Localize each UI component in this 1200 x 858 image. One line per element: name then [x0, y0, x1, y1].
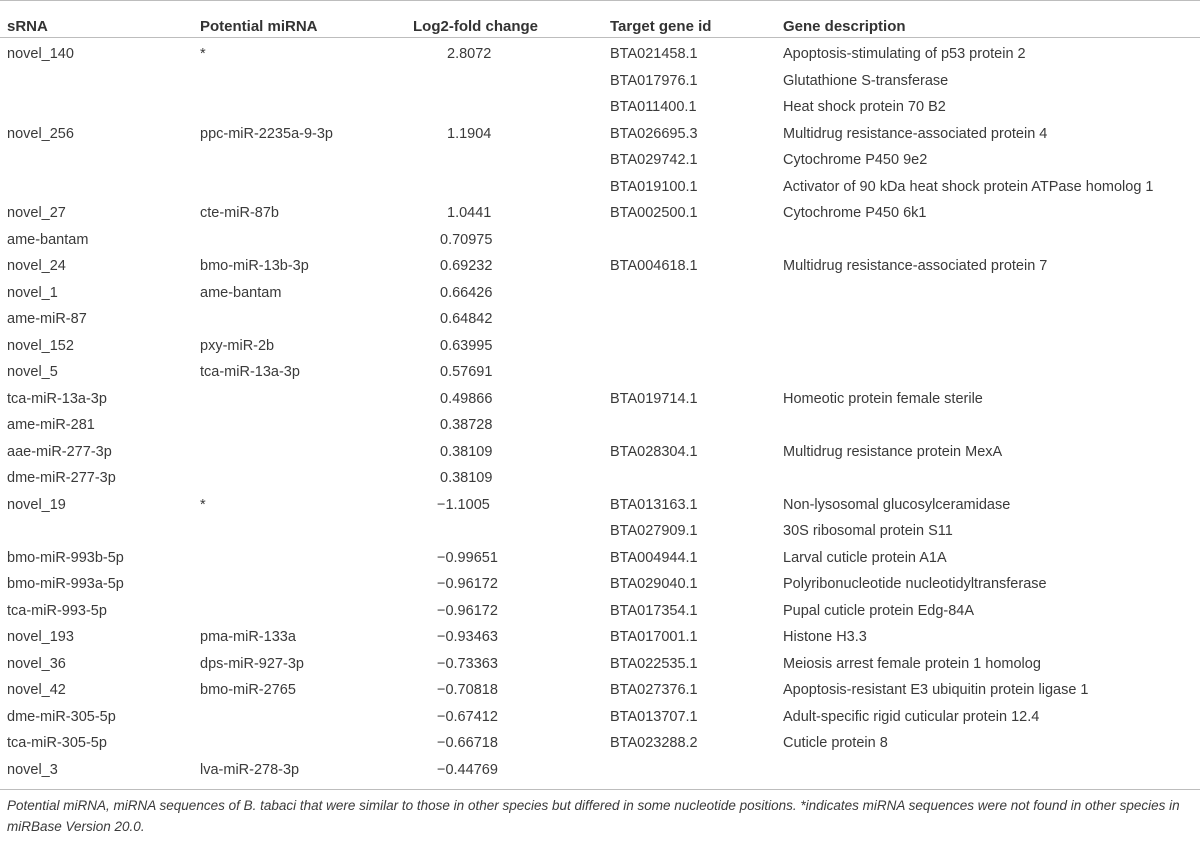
cell-potential-mirna: ppc-miR-2235a-9-3p	[200, 125, 333, 142]
cell-log2-fold-change: 0.63995	[440, 337, 493, 354]
cell-srna: novel_256	[7, 125, 74, 142]
cell-target-gene-id: BTA027376.1	[610, 682, 698, 698]
cell-target-gene-id: BTA011400.1	[610, 99, 697, 115]
cell-log2-fold-change: 1.1904	[447, 125, 492, 142]
table-row	[0, 280, 1200, 307]
cell-srna: tca-miR-305-5p	[7, 735, 107, 751]
cell-gene-description: Apoptosis-stimulating of p53 protein 2	[783, 46, 1026, 62]
cell-srna: tca-miR-993-5p	[7, 602, 107, 619]
cell-potential-mirna: *	[200, 496, 206, 513]
table-row	[0, 41, 1200, 68]
cell-potential-mirna: bmo-miR-13b-3p	[200, 258, 309, 274]
cell-gene-description: Cytochrome P450 6k1	[783, 205, 927, 221]
cell-srna: novel_27	[7, 205, 66, 221]
table-row	[0, 545, 1200, 572]
cell-target-gene-id: BTA004618.1	[610, 258, 698, 274]
cell-target-gene-id: BTA027909.1	[610, 523, 698, 539]
cell-gene-description: Histone H3.3	[783, 629, 867, 645]
cell-potential-mirna: pxy-miR-2b	[200, 337, 275, 354]
cell-target-gene-id: BTA004944.1	[610, 549, 698, 566]
cell-gene-description: Glutathione S-transferase	[783, 72, 949, 89]
table-row	[0, 200, 1200, 227]
cell-gene-description: Cytochrome P450 9e2	[783, 152, 928, 168]
cell-gene-description: Multidrug resistance protein MexA	[783, 443, 1003, 460]
cell-srna: novel_5	[7, 364, 58, 380]
cell-gene-description: Larval cuticle protein A1A	[783, 549, 947, 566]
cell-target-gene-id: BTA002500.1	[610, 205, 698, 221]
cell-log2-fold-change: 0.70975	[440, 231, 493, 248]
cell-potential-mirna: *	[200, 46, 206, 62]
cell-potential-mirna: lva-miR-278-3p	[200, 761, 300, 778]
cell-gene-description: Apoptosis-resistant E3 ubiquitin protein ligase 1	[783, 682, 1089, 698]
table-row	[0, 94, 1200, 121]
cell-target-gene-id: BTA023288.2	[610, 735, 698, 751]
cell-log2-fold-change: −0.96172	[437, 602, 498, 619]
cell-gene-description: 30S ribosomal protein S11	[783, 523, 953, 539]
table-row	[0, 333, 1200, 360]
table-row	[0, 465, 1200, 492]
cell-target-gene-id: BTA019100.1	[610, 178, 698, 195]
cell-target-gene-id: BTA017976.1	[610, 72, 698, 89]
cell-target-gene-id: BTA019714.1	[610, 390, 698, 407]
cell-srna: novel_193	[7, 629, 74, 645]
table-row	[0, 68, 1200, 95]
header-log2-fold-change: Log2-fold change	[413, 18, 538, 35]
table-footnote: Potential miRNA, miRNA sequences of B. tabaci that were similar to those in other species but differed in some nucleotide positions. *indicates miRNA sequences were not found in other species in miRBase Version 20.0.	[7, 798, 1180, 834]
table-row	[0, 492, 1200, 519]
cell-log2-fold-change: −1.1005	[437, 496, 490, 513]
table-row	[0, 704, 1200, 731]
cell-gene-description: Multidrug resistance-associated protein 7	[783, 258, 1048, 274]
table-row	[0, 174, 1200, 201]
cell-srna: ame-miR-281	[7, 417, 95, 433]
table-row	[0, 518, 1200, 545]
table-row	[0, 412, 1200, 439]
cell-gene-description: Pupal cuticle protein Edg-84A	[783, 602, 975, 619]
table-header-row	[0, 0, 1200, 38]
cell-potential-mirna: ame-bantam	[200, 284, 282, 301]
table-row	[0, 386, 1200, 413]
cell-target-gene-id: BTA021458.1	[610, 46, 698, 62]
cell-log2-fold-change: 0.38728	[440, 417, 493, 433]
header-target-gene-id: Target gene id	[610, 18, 712, 35]
cell-target-gene-id: BTA029040.1	[610, 576, 698, 592]
cell-gene-description: Heat shock protein 70 B2	[783, 99, 946, 115]
cell-gene-description: Cuticle protein 8	[783, 735, 888, 751]
cell-log2-fold-change	[400, 518, 597, 545]
cell-srna: ame-bantam	[7, 231, 89, 248]
cell-potential-mirna: tca-miR-13a-3p	[200, 364, 300, 380]
cell-log2-fold-change: −0.67412	[437, 708, 498, 725]
cell-log2-fold-change	[400, 174, 597, 201]
cell-log2-fold-change: −0.73363	[437, 655, 498, 672]
cell-potential-mirna: bmo-miR-2765	[200, 682, 296, 698]
cell-log2-fold-change: −0.44769	[437, 761, 498, 778]
cell-log2-fold-change: 0.38109	[440, 443, 493, 460]
cell-srna: novel_42	[7, 682, 66, 698]
table-row	[0, 730, 1200, 757]
cell-log2-fold-change: 0.57691	[440, 364, 493, 380]
cell-log2-fold-change: −0.99651	[437, 549, 498, 566]
cell-srna: novel_24	[7, 258, 66, 274]
header-gene-description: Gene description	[783, 18, 906, 35]
cell-target-gene-id: BTA017354.1	[610, 602, 698, 619]
cell-log2-fold-change: 0.38109	[440, 470, 493, 486]
cell-log2-fold-change: 0.64842	[440, 311, 493, 327]
table-row	[0, 147, 1200, 174]
cell-target-gene-id: BTA022535.1	[610, 655, 698, 672]
table-row	[0, 677, 1200, 704]
cell-gene-description: Non-lysosomal glucosylceramidase	[783, 496, 1011, 513]
table-row	[0, 439, 1200, 466]
cell-log2-fold-change: −0.66718	[437, 735, 498, 751]
cell-srna: bmo-miR-993a-5p	[7, 576, 124, 592]
table-row	[0, 598, 1200, 625]
header-potential-mirna: Potential miRNA	[200, 18, 318, 35]
table-row	[0, 253, 1200, 280]
cell-log2-fold-change	[400, 94, 597, 121]
table-bottom-rule	[0, 789, 1200, 790]
cell-target-gene-id: BTA013707.1	[610, 708, 698, 725]
cell-target-gene-id: BTA028304.1	[610, 443, 698, 460]
table-row	[0, 121, 1200, 148]
cell-srna: ame-miR-87	[7, 311, 87, 327]
cell-gene-description: Polyribonucleotide nucleotidyltransferase	[783, 576, 1047, 592]
cell-log2-fold-change: 0.66426	[440, 284, 493, 301]
table-row	[0, 757, 1200, 784]
header-srna: sRNA	[7, 18, 48, 35]
cell-target-gene-id: BTA017001.1	[610, 629, 698, 645]
cell-srna: novel_152	[7, 337, 74, 354]
cell-potential-mirna: cte-miR-87b	[200, 205, 279, 221]
cell-srna: aae-miR-277-3p	[7, 443, 112, 460]
table-row	[0, 624, 1200, 651]
cell-srna: novel_1	[7, 284, 58, 301]
cell-log2-fold-change: −0.93463	[437, 629, 498, 645]
cell-gene-description: Adult-specific rigid cuticular protein 12.4	[783, 708, 1040, 725]
table-body	[0, 38, 1200, 783]
cell-gene-description: Meiosis arrest female protein 1 homolog	[783, 655, 1041, 672]
table-row	[0, 306, 1200, 333]
cell-log2-fold-change: 0.69232	[440, 258, 493, 274]
cell-log2-fold-change: 1.0441	[447, 205, 492, 221]
cell-log2-fold-change: −0.96172	[437, 576, 498, 592]
cell-target-gene-id: BTA026695.3	[610, 125, 698, 142]
table-row	[0, 651, 1200, 678]
cell-potential-mirna: pma-miR-133a	[200, 629, 296, 645]
cell-log2-fold-change: 0.49866	[440, 390, 493, 407]
cell-srna: dme-miR-305-5p	[7, 708, 116, 725]
table-row	[0, 571, 1200, 598]
cell-srna: dme-miR-277-3p	[7, 470, 116, 486]
cell-gene-description: Homeotic protein female sterile	[783, 390, 983, 407]
cell-target-gene-id: BTA029742.1	[610, 152, 698, 168]
table-row	[0, 227, 1200, 254]
cell-log2-fold-change: 2.8072	[447, 46, 492, 62]
cell-gene-description: Activator of 90 kDa heat shock protein ATPase homolog 1	[783, 178, 1154, 195]
cell-srna: novel_36	[7, 655, 66, 672]
cell-log2-fold-change	[400, 68, 597, 95]
cell-log2-fold-change	[400, 147, 597, 174]
cell-potential-mirna: dps-miR-927-3p	[200, 655, 304, 672]
cell-srna: tca-miR-13a-3p	[7, 390, 107, 407]
cell-target-gene-id: BTA013163.1	[610, 496, 698, 513]
cell-gene-description: Multidrug resistance-associated protein 4	[783, 125, 1048, 142]
cell-srna: bmo-miR-993b-5p	[7, 549, 124, 566]
cell-srna: novel_140	[7, 46, 74, 62]
cell-log2-fold-change: −0.70818	[437, 682, 498, 698]
cell-srna: novel_3	[7, 761, 58, 778]
table-row	[0, 359, 1200, 386]
cell-srna: novel_19	[7, 496, 66, 513]
